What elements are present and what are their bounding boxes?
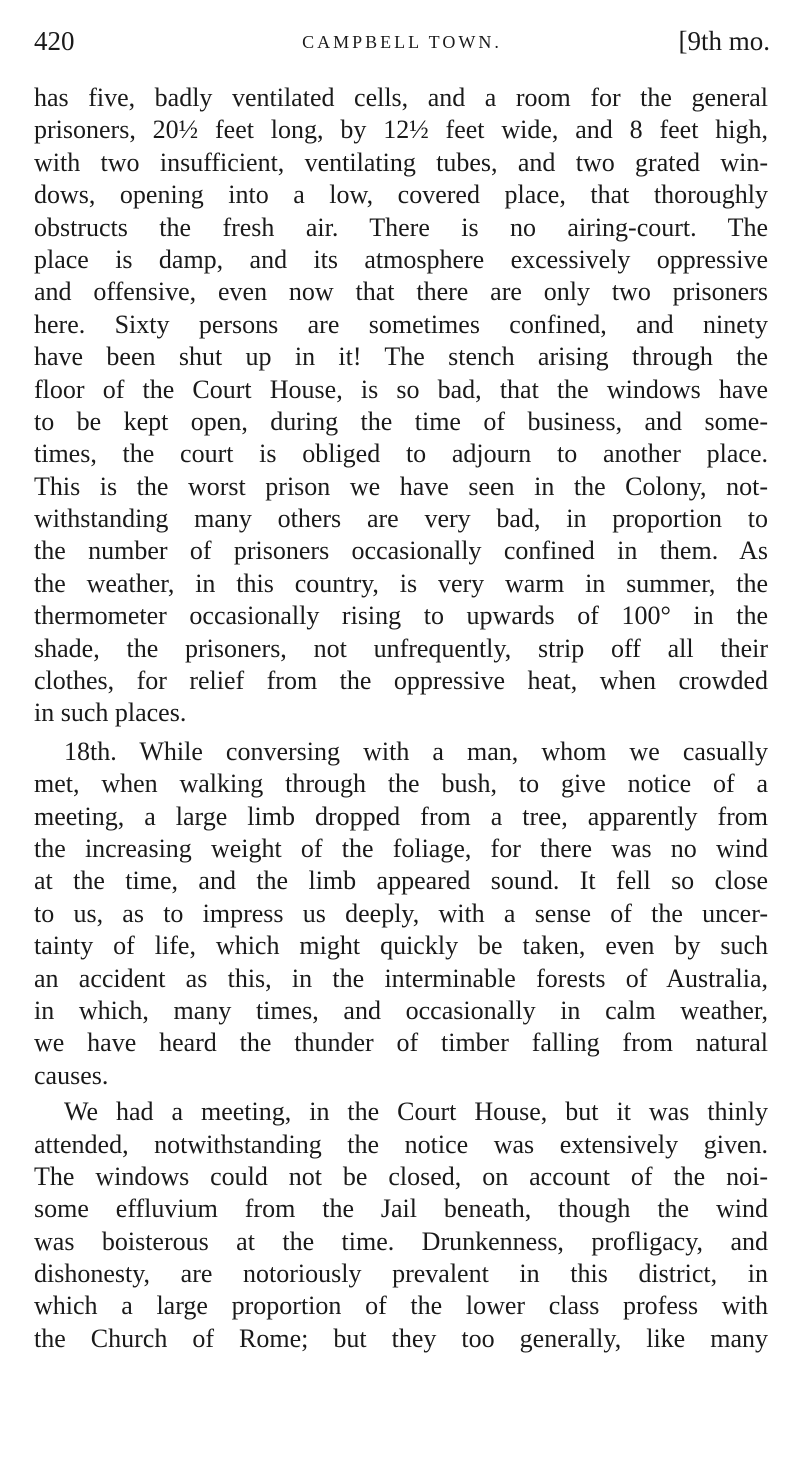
paragraph	[34, 82, 768, 730]
text-line: and offensive, even now that there are only two prisoners	[34, 277, 768, 307]
text-line: was boisterous at the time. Drunkenness, profligacy, and	[34, 1226, 768, 1256]
text-line: which a large proportion of the lower class profess with	[34, 1291, 768, 1321]
text-line: dows, opening into a low, covered place, that thoroughly	[34, 180, 768, 210]
text-line: place is damp, and its atmosphere excessively oppressive	[34, 244, 768, 274]
text-line: has five, badly ventilated cells, and a room for the general	[34, 83, 768, 112]
text-line: the number of prisoners occasionally confined in them. As	[34, 536, 768, 566]
text-line: This is the worst prison we have seen in the Colony, not-	[34, 471, 768, 501]
text-line: attended, notwithstanding the notice was extensively given.	[34, 1129, 768, 1159]
text-line: times, the court is obliged to adjourn to another place.	[34, 439, 768, 469]
text-line: with two insufficient, ventilating tubes, and two grated win-	[34, 147, 768, 177]
text-line: 18th. While conversing with a man, whom we casually	[64, 736, 768, 766]
page-number: 420	[34, 26, 75, 56]
text-line: obstructs the fresh air. There is no airing-court. The	[34, 212, 768, 242]
text-line: an accident as this, in the interminable forests of Australia,	[34, 963, 768, 993]
text-line: tainty of life, which might quickly be taken, even by such	[34, 931, 768, 961]
paragraph	[34, 736, 768, 1092]
text-line: in such places.	[34, 698, 187, 728]
text-line: withstanding many others are very bad, in proportion to	[34, 504, 768, 534]
text-line: clothes, for relief from the oppressive heat, when crowded	[34, 666, 768, 696]
text-line: to us, as to impress us deeply, with a sense of the uncer-	[34, 898, 768, 928]
text-line: the increasing weight of the foliage, for there was no wind	[34, 833, 768, 863]
text-line: causes.	[34, 1060, 109, 1090]
text-line: we have heard the thunder of timber falling from natural	[34, 1028, 768, 1058]
text-line: the Church of Rome; but they too generally, like many	[34, 1323, 768, 1353]
text-line: The windows could not be closed, on account of the noi-	[34, 1161, 768, 1191]
text-line: some effluvium from the Jail beneath, though the wind	[34, 1194, 768, 1224]
text-line: thermometer occasionally rising to upwards of 100° in the	[34, 601, 768, 631]
running-title: CAMPBELL TOWN.	[302, 32, 502, 52]
paragraph	[34, 1096, 768, 1355]
section-marker: [9th mo.	[678, 26, 770, 56]
text-line: floor of the Court House, is so bad, that the windows have	[34, 374, 768, 404]
text-line: the weather, in this country, is very warm in summer, the	[34, 568, 768, 598]
running-head	[34, 26, 770, 66]
text-line: here. Sixty persons are sometimes confined, and ninety	[34, 309, 768, 339]
text-line: have been shut up in it! The stench arising through the	[34, 342, 768, 372]
text-line: prisoners, 20½ feet long, by 12½ feet wide, and 8 feet high,	[34, 115, 768, 145]
text-line: We had a meeting, in the Court House, but it was thinly	[64, 1097, 768, 1127]
text-line: dishonesty, are notoriously prevalent in this district, in	[34, 1259, 768, 1289]
text-line: meeting, a large limb dropped from a tree, apparently from	[34, 801, 768, 831]
text-line: at the time, and the limb appeared sound. It fell so close	[34, 866, 768, 896]
text-line: met, when walking through the bush, to give notice of a	[34, 769, 768, 799]
text-line: to be kept open, during the time of business, and some-	[34, 406, 768, 436]
body-text	[34, 82, 768, 1355]
text-line: in which, many times, and occasionally in calm weather,	[34, 995, 768, 1025]
text-line: shade, the prisoners, not unfrequently, strip off all their	[34, 633, 768, 663]
